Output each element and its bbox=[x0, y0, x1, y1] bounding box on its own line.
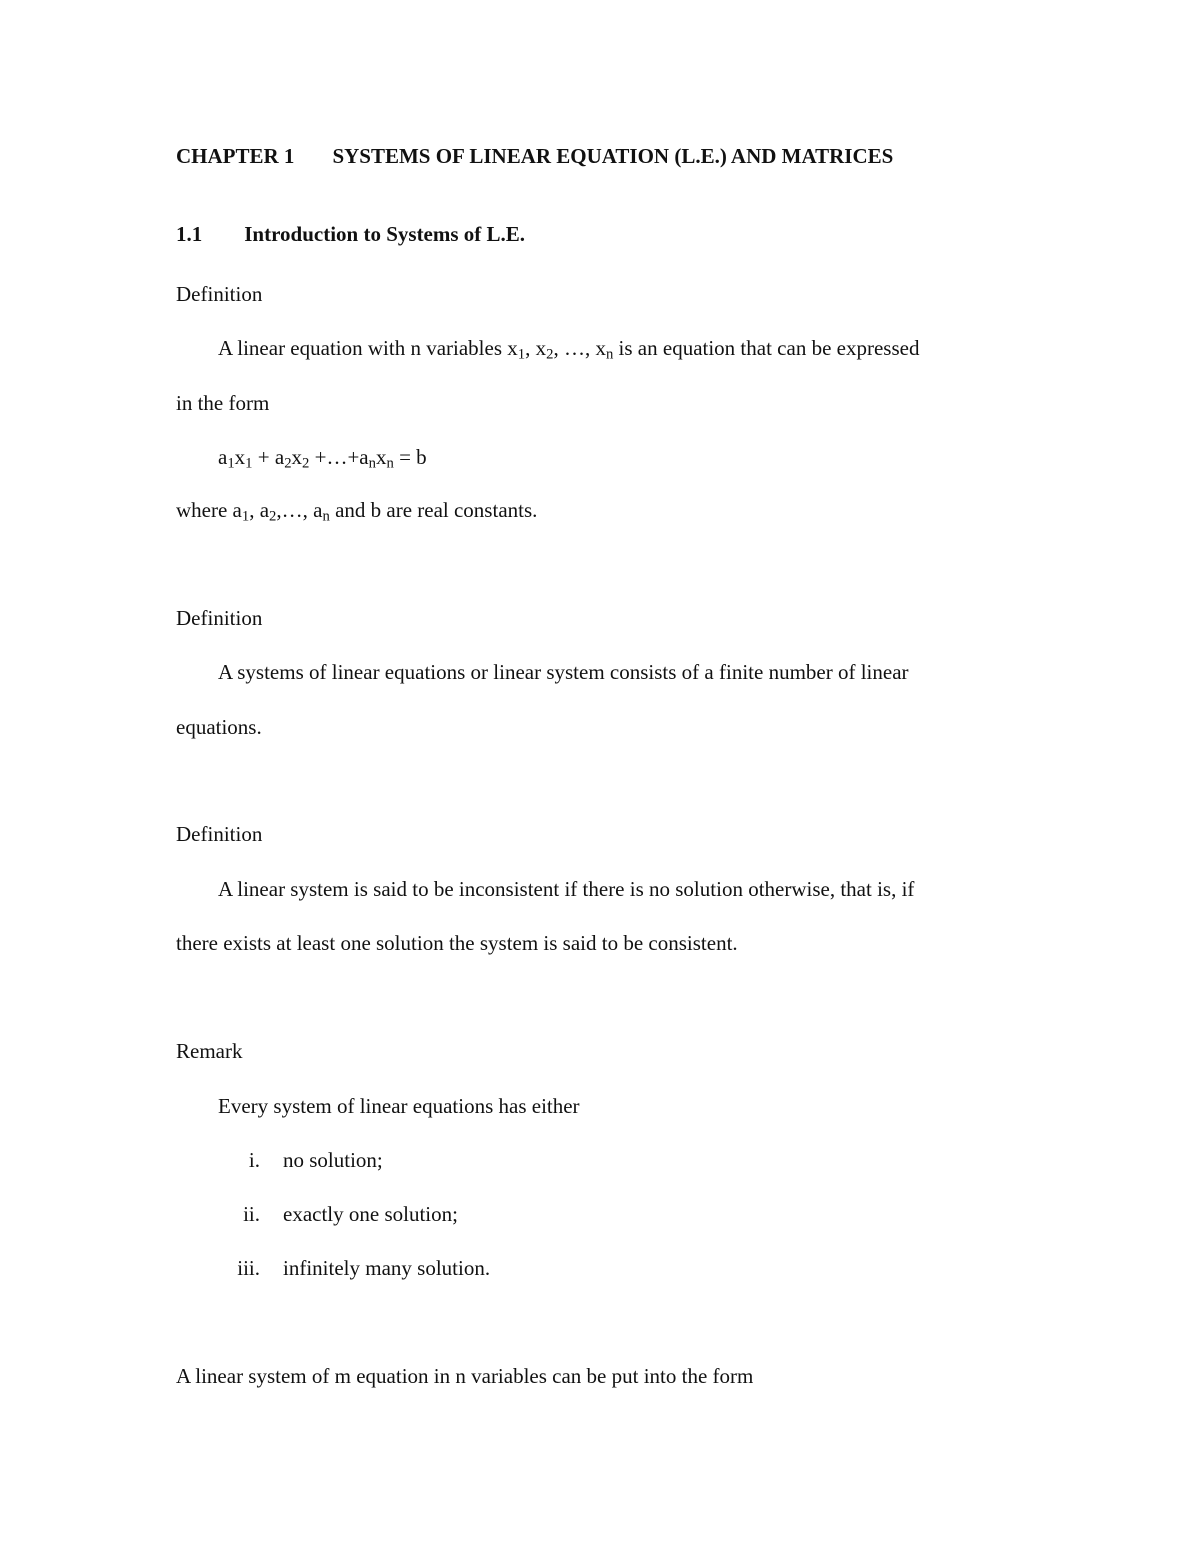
closing-paragraph: A linear system of m equation in n variables can be put into the form bbox=[176, 1364, 754, 1388]
definition-heading-1: Definition bbox=[176, 282, 263, 306]
linear-equation-formula: $a_1x_1 + a_2x_2$ $+\dots+a_nx_n = b$ bbox=[218, 445, 427, 472]
definition-heading-2: Definition bbox=[176, 606, 263, 630]
section-heading bbox=[176, 221, 525, 247]
list-numeral: iii. bbox=[237, 1256, 260, 1280]
definition-1-text-line-2: in the form bbox=[176, 391, 270, 415]
remark-intro: Every system of linear equations has either bbox=[218, 1094, 580, 1118]
chapter-heading bbox=[176, 143, 893, 169]
definition-2-text-line-2: equations. bbox=[176, 715, 262, 739]
list-numeral: i. bbox=[248, 1148, 260, 1172]
definition-3-text-line-2: there exists at least one solution the system is said to be consistent. bbox=[176, 931, 738, 955]
list-text: no solution; bbox=[283, 1148, 383, 1172]
remark-heading: Remark bbox=[176, 1039, 243, 1063]
chapter-number: CHAPTER 1 bbox=[176, 144, 295, 168]
section-title: Introduction to Systems of L.E. bbox=[244, 222, 526, 246]
definition-2-text-line-1: A systems of linear equations or linear system consists of a finite number of linear bbox=[218, 660, 909, 684]
definition-3-text-line-1: A linear system is said to be inconsistent if there is no solution otherwise, that is, if bbox=[218, 877, 915, 901]
definition-1-where-clause: where $a_1$, $a_2,\dots$, $a_n$ and b are real constants. bbox=[176, 498, 538, 525]
list-numeral: ii. bbox=[243, 1202, 260, 1226]
list-text: exactly one solution; bbox=[283, 1202, 458, 1226]
definition-1-text-line-1: A linear equation with n variables $x_1$, $x_2$, …, $x_n$ is an equation that can be expressed bbox=[218, 336, 920, 363]
section-number: 1.1 bbox=[176, 222, 203, 246]
chapter-title: SYSTEMS OF LINEAR EQUATION (L.E.) AND MATRICES bbox=[332, 144, 894, 168]
list-text: infinitely many solution. bbox=[283, 1256, 491, 1280]
definition-heading-3: Definition bbox=[176, 822, 263, 846]
